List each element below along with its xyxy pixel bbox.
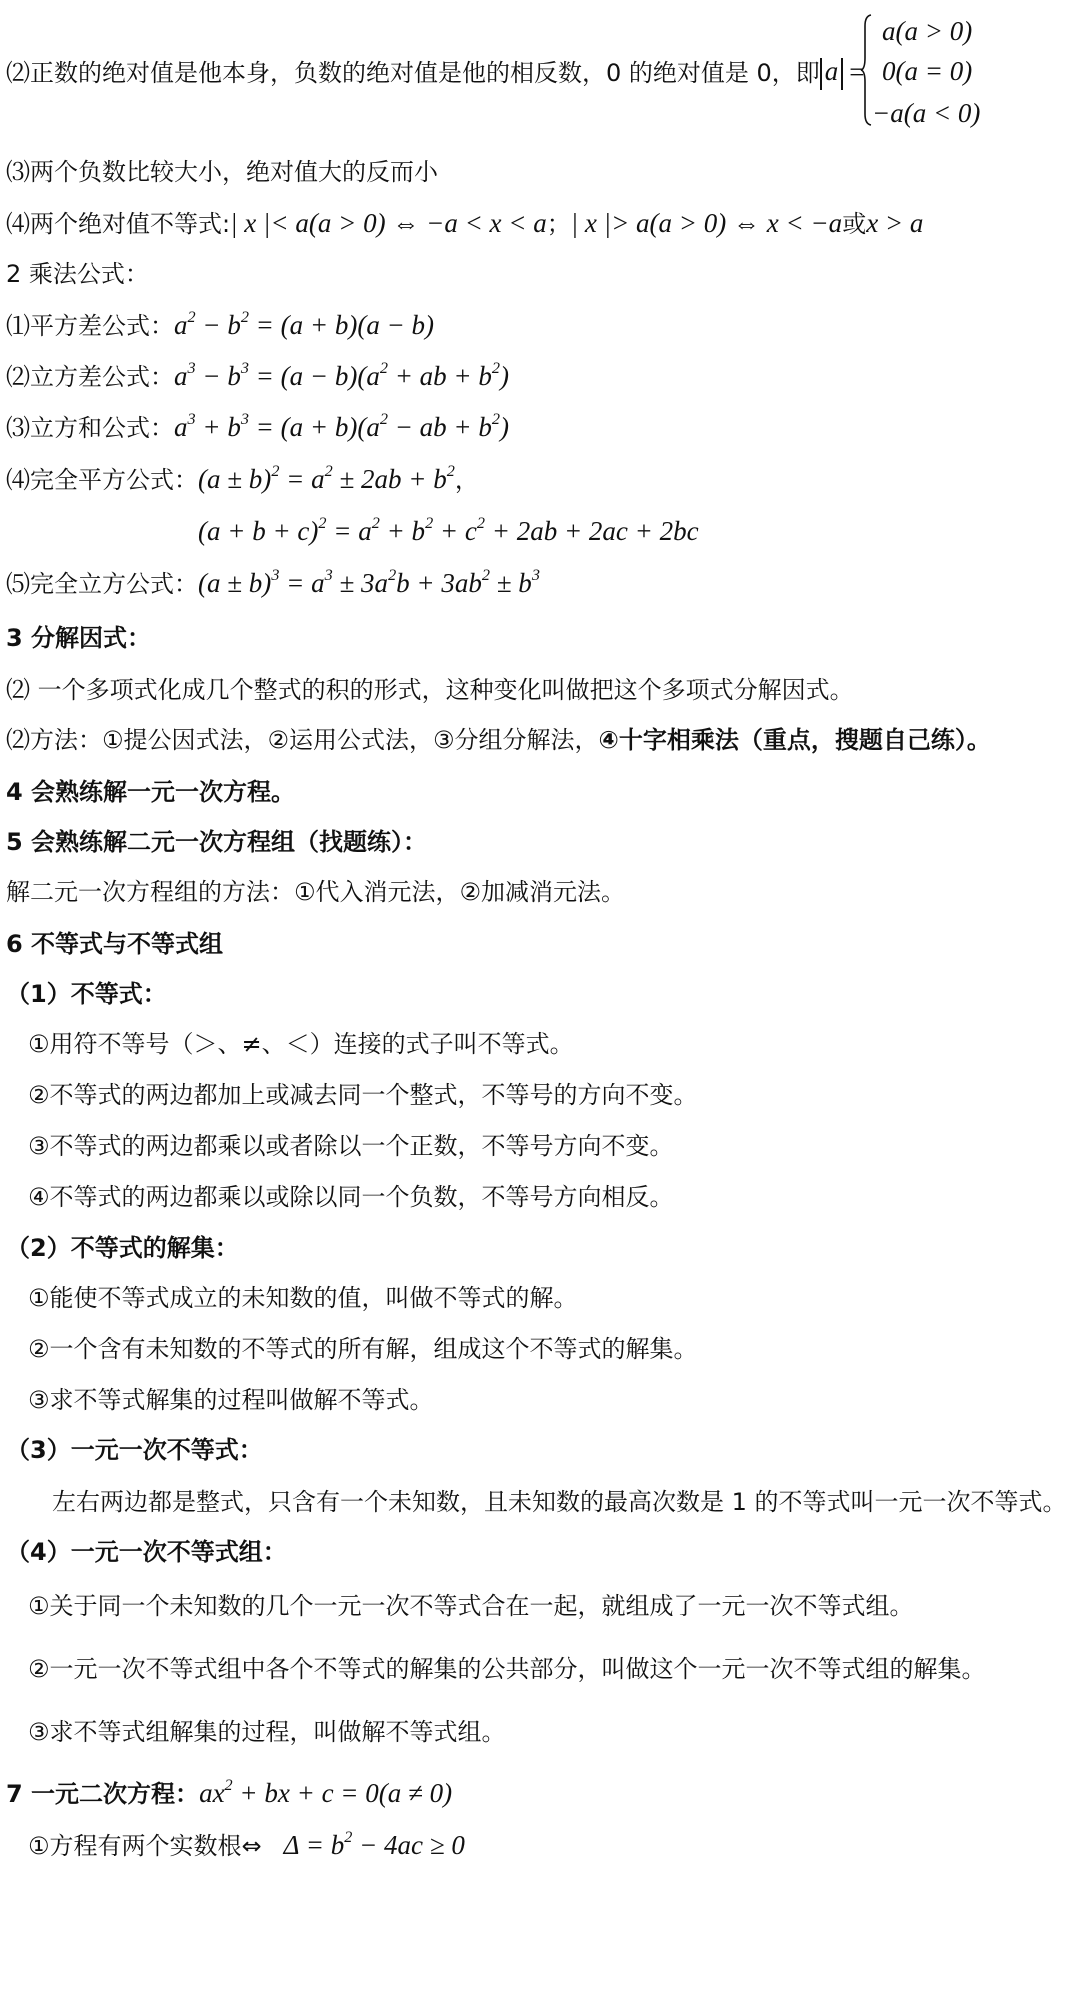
eq2-heading: 5 会熟练解二元一次方程组（找题练）： [6,828,428,856]
ineq-s1-item-3: ③不等式的两边都乘以或者除以一个正数，不等号方向不变。 [28,1132,674,1160]
case-positive: a(a > 0) [882,16,973,46]
abs-equals: = [849,57,865,87]
mult-item-difference-squares [6,307,435,340]
abs-ineq-greater: | x |> a(a > 0) ⇔ x < −a [570,208,843,238]
cases-brace [860,14,872,126]
factor-heading: 3 分解因式： [6,624,152,652]
abs-ineq-greater-2: x > a [866,208,924,238]
ineq-s2-item-3: ③求不等式解集的过程叫做解不等式。 [28,1386,434,1414]
abs-line4-label: ⑷两个绝对值不等式: [6,210,231,238]
abs-line-3: ⑶两个负数比较大小，绝对值大的反而小 [6,158,438,186]
ineq-s2-item-1: ①能使不等式成立的未知数的值，叫做不等式的解。 [28,1284,578,1312]
mult-item-trinomial-square [198,513,699,546]
factor-methods [6,728,991,752]
mult-item-perfect-square [6,461,479,494]
abs-sep: ； [546,210,571,238]
mult-formula: $a^2 - b^2 = (a + b)(a - b)$ [174,307,435,340]
mult-label: ⑵立方差公式： [6,363,174,391]
abs-or: 或 [842,210,867,238]
ineq-heading: 6 不等式与不等式组 [6,930,224,958]
mult-item-sum-cubes [6,409,509,442]
mult-tail: ， [454,466,479,494]
ineq-s1-item-4: ④不等式的两边都乘以或除以同一个负数，不等号方向相反。 [28,1183,674,1211]
mult-label: ⑶立方和公式： [6,414,174,442]
case-zero: 0(a = 0) [882,56,973,86]
abs-line-4 [6,210,923,237]
quad-root-label: ①方程有两个实数根⇔ [28,1832,262,1860]
mult-formula: $(a \pm b)^2 = a^2 \pm 2ab + b^2$ [198,461,455,494]
abs-bars [820,58,844,90]
eq1-heading: 4 会熟练解一元一次方程。 [6,778,296,806]
ineq-s4-item-1: ①关于同一个未知数的几个一元一次不等式合在一起，就组成了一元一次不等式组。 [28,1592,914,1620]
quad-formula: $ax^2$ + bx + c = 0(a ≠ 0) [199,1775,453,1808]
mult-label: ⑸完全立方公式： [6,570,198,598]
abs-ineq-less: | x |< a(a > 0) ⇔ −a < x < a [230,208,547,238]
quad-heading-line [6,1775,453,1808]
factor-method-emphasis: ④十字相乘法（重点，搜题自己练）。 [598,726,991,754]
abs-var: a [824,56,839,86]
ineq-s4-title: （4）一元一次不等式组： [6,1538,287,1566]
quad-discriminant: $\Delta = b^2 - 4ac \ge 0$ [283,1827,465,1860]
mult-heading: 2 乘法公式： [6,260,149,288]
mult-item-difference-cubes [6,358,509,391]
ineq-s1-item-2: ②不等式的两边都加上或减去同一个整式，不等号的方向不变。 [28,1081,698,1109]
quad-root-condition [28,1827,465,1860]
mult-formula: $a^3 - b^3 = (a - b)(a^2$ + ab + $b^2$) [174,358,509,391]
abs-value-definition [6,58,865,90]
ineq-s3-text: 左右两边都是整式，只含有一个未知数，且未知数的最高次数是 1 的不等式叫一元一次不等式。 [52,1488,1067,1516]
ineq-s2-item-2: ②一个含有未知数的不等式的所有解，组成这个不等式的解集。 [28,1335,698,1363]
ineq-s3-title: （3）一元一次不等式： [6,1436,263,1464]
quad-heading: 7 一元二次方程： [6,1780,200,1808]
case-negative: −a(a < 0) [872,98,981,128]
factor-definition: ⑵ 一个多项式化成几个整式的积的形式，这种变化叫做把这个多项式分解因式。 [6,676,854,704]
ineq-s1-item-1: ①用符不等号（＞、≠、＜）连接的式子叫不等式。 [28,1030,574,1058]
ineq-s4-item-3: ③求不等式组解集的过程，叫做解不等式组。 [28,1718,506,1746]
mult-label: ⑷完全平方公式： [6,466,198,494]
ineq-s2-title: （2）不等式的解集： [6,1234,239,1262]
mult-label: ⑴平方差公式： [6,312,174,340]
eq2-methods: 解二元一次方程组的方法：①代入消元法，②加减消元法。 [6,878,626,906]
factor-method-text: ⑵方法：①提公因式法，②运用公式法，③分组分解法， [6,726,599,754]
mult-formula: $a^3 + b^3 = (a + b)(a^2$ − ab + $b^2$) [174,409,509,442]
ineq-s1-title: （1）不等式： [6,980,167,1008]
mult-formula: $(a \pm b)^3 = a^3 \pm 3a^2b + 3ab^2 \pm b^3$ [198,565,540,598]
abs-intro-text: ⑵正数的绝对值是他本身，负数的绝对值是他的相反数，0 的绝对值是 0，即 [6,59,820,87]
mult-formula: $(a + b + c)^2 = a^2 + b^2 + c^2 + 2ab + 2ac + 2bc$ [198,513,699,546]
ineq-s4-item-2: ②一元一次不等式组中各个不等式的解集的公共部分，叫做这个一元一次不等式组的解集。 [28,1655,986,1683]
mult-item-perfect-cube [6,565,540,598]
